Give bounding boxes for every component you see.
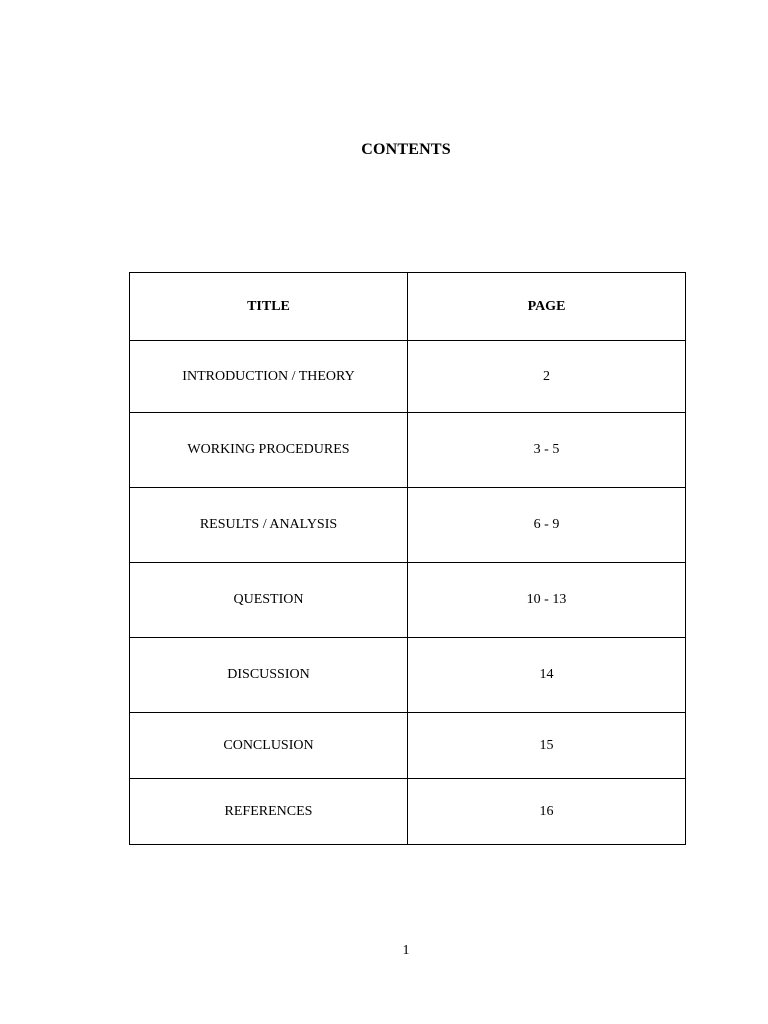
row-title: CONCLUSION (130, 713, 408, 779)
row-title: WORKING PROCEDURES (130, 413, 408, 488)
header-page: PAGE (408, 273, 686, 341)
page-title: CONTENTS (361, 141, 451, 158)
row-title: QUESTION (130, 563, 408, 638)
row-page: 14 (408, 638, 686, 713)
table-row (130, 779, 686, 845)
row-page: 15 (408, 713, 686, 779)
row-title: INTRODUCTION / THEORY (130, 341, 408, 413)
row-page: 3 - 5 (408, 413, 686, 488)
contents-table (129, 272, 686, 845)
table-row (130, 563, 686, 638)
row-title: RESULTS / ANALYSIS (130, 488, 408, 563)
row-page: 6 - 9 (408, 488, 686, 563)
table-row (130, 488, 686, 563)
table-row (130, 413, 686, 488)
row-title: REFERENCES (130, 779, 408, 845)
table-row (130, 713, 686, 779)
row-page: 16 (408, 779, 686, 845)
table-header-row (130, 273, 686, 341)
header-title: TITLE (130, 273, 408, 341)
table-row (130, 341, 686, 413)
row-page: 10 - 13 (408, 563, 686, 638)
table-row (130, 638, 686, 713)
row-title: DISCUSSION (130, 638, 408, 713)
page-number: 1 (402, 943, 410, 958)
row-page: 2 (408, 341, 686, 413)
